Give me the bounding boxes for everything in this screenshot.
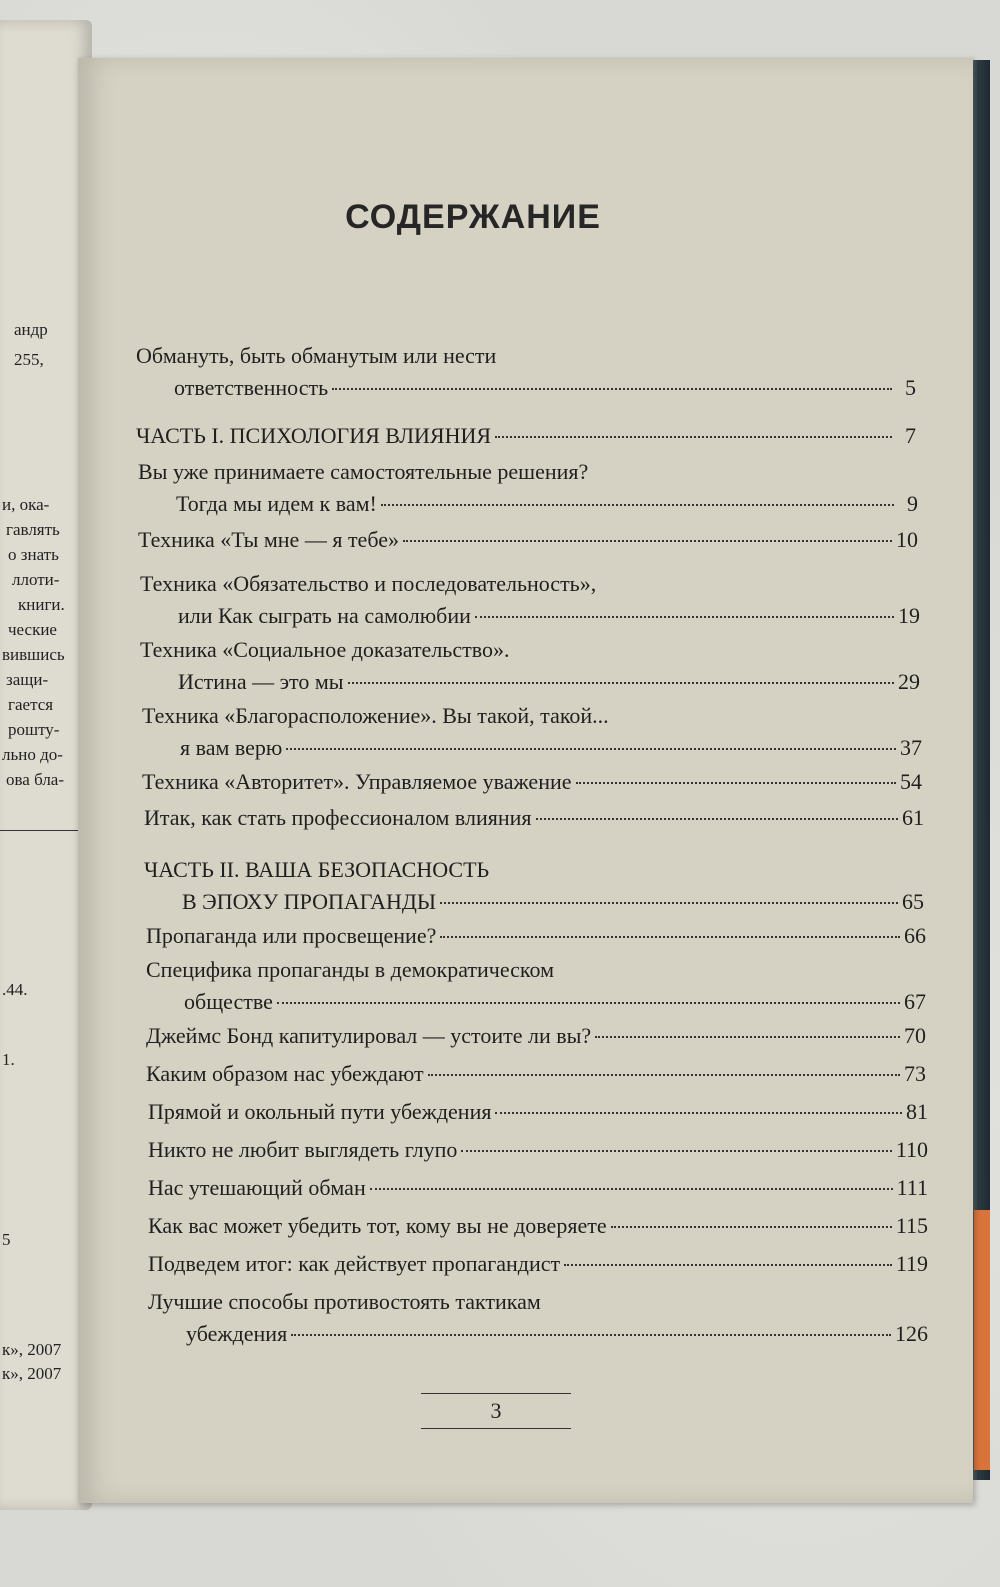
- toc-entry: [148, 1286, 928, 1350]
- toc-entry-title: Истина — это мы: [178, 669, 344, 694]
- toc-entry: [144, 802, 924, 834]
- page-title: СОДЕРЖАНИЕ: [345, 198, 601, 236]
- dot-leader: [428, 1074, 900, 1076]
- dot-leader: [370, 1188, 893, 1190]
- dot-leader: [381, 504, 894, 506]
- page-footer: [421, 1393, 571, 1429]
- toc-page-number: 66: [904, 923, 926, 948]
- toc-entry: [146, 1020, 926, 1052]
- toc-entry-title: ЧАСТЬ II. ВАША БЕЗОПАСНОСТЬ: [144, 857, 490, 882]
- left-page-text: и, ока-: [2, 495, 50, 514]
- toc-entry-title: Тогда мы идем к вам!: [176, 491, 377, 516]
- dot-leader: [291, 1334, 891, 1336]
- page-number: 3: [490, 1398, 502, 1423]
- toc-page-number: 54: [900, 769, 922, 794]
- toc-entry-title: Техника «Авторитет». Управляемое уважение: [142, 769, 572, 794]
- toc-entry-title: ответственность: [174, 375, 329, 400]
- left-page-text: 255,: [14, 350, 44, 369]
- toc-page-number: 61: [902, 805, 924, 830]
- toc-entry: [148, 1134, 928, 1166]
- toc-entry-title: Подведем итог: как действует пропагандист: [148, 1251, 561, 1276]
- toc-entry-title: Прямой и окольный пути убеждения: [148, 1099, 492, 1124]
- toc-entry-title: Специфика пропаганды в демократическом: [146, 957, 555, 982]
- left-page-text: .44.: [2, 980, 28, 999]
- dot-leader: [461, 1150, 891, 1152]
- left-page-text: о знать: [8, 545, 59, 564]
- left-page-text: книги.: [18, 595, 65, 614]
- toc-entry-title: или Как сыграть на самолюбии: [178, 603, 471, 628]
- toc-entry-title: Никто не любит выглядеть глупо: [148, 1137, 458, 1162]
- left-page-text: андр: [14, 320, 48, 339]
- dot-leader: [475, 616, 894, 618]
- toc-page-number: 9: [907, 491, 918, 516]
- toc-page-number: 19: [898, 603, 920, 628]
- toc-entry-title: Техника «Ты мне — я тебе»: [138, 527, 399, 552]
- left-page-text: ллоти-: [12, 570, 60, 589]
- toc-entry-title: ЧАСТЬ I. ПСИХОЛОГИЯ ВЛИЯНИЯ: [136, 423, 492, 448]
- toc-page-number: 70: [904, 1023, 926, 1048]
- toc-page-number: 73: [904, 1061, 926, 1086]
- dot-leader: [536, 818, 898, 820]
- left-page-text: рошту-: [8, 720, 60, 739]
- footer-rule-bottom: [421, 1428, 571, 1429]
- contents-page: [78, 58, 973, 1503]
- toc-entry-title: я вам верю: [180, 735, 283, 760]
- toc-entry: [146, 920, 926, 952]
- dot-leader: [277, 1002, 900, 1004]
- toc-entry: [142, 766, 922, 798]
- left-page-text: ова бла-: [6, 770, 65, 789]
- toc-page-number: 126: [895, 1321, 928, 1346]
- dot-leader: [611, 1226, 892, 1228]
- toc-entry: [136, 340, 916, 404]
- toc-entry-title: Как вас может убедить тот, кому вы не доверяете: [148, 1213, 607, 1238]
- left-page-text: к», 2007: [2, 1364, 62, 1383]
- toc-entry-title: Техника «Социальное доказательство».: [140, 637, 510, 662]
- left-page-text: гавлять: [6, 520, 60, 539]
- toc-entry-title: Техника «Благорасположение». Вы такой, такой...: [142, 703, 609, 728]
- dot-leader: [495, 1112, 902, 1114]
- dot-leader: [595, 1036, 900, 1038]
- left-page-text: защи-: [6, 670, 49, 689]
- dot-leader: [403, 540, 892, 542]
- toc-page-number: 10: [896, 527, 918, 552]
- toc-entry-title: Лучшие способы противостоять тактикам: [148, 1289, 541, 1314]
- toc-entry-title: Обмануть, быть обманутым или нести: [136, 343, 497, 368]
- toc-entry-title: Джеймс Бонд капитулировал — устоите ли вы?: [146, 1023, 592, 1048]
- toc-entry: [148, 1210, 928, 1242]
- left-page-text: вившись: [2, 645, 65, 664]
- toc-entry-title: В ЭПОХУ ПРОПАГАНДЫ: [182, 889, 437, 914]
- toc-page-number: 37: [900, 735, 922, 760]
- toc-page-number: 81: [906, 1099, 928, 1124]
- toc-page-number: 119: [895, 1251, 928, 1276]
- left-page-text: к», 2007: [2, 1340, 62, 1359]
- dot-leader: [440, 902, 898, 904]
- dot-leader: [286, 748, 896, 750]
- left-page-text: 5: [2, 1230, 11, 1249]
- toc-page-number: 7: [905, 423, 916, 448]
- toc-entry: [144, 854, 924, 918]
- dot-leader: [495, 436, 892, 438]
- toc-page-number: 29: [898, 669, 920, 694]
- toc-entry-title: Итак, как стать профессионалом влияния: [144, 805, 532, 830]
- toc-page-number: 65: [902, 889, 924, 914]
- toc-entry-title: Техника «Обязательство и последовательность»,: [140, 571, 597, 596]
- toc-page-number: 111: [896, 1175, 928, 1200]
- left-page-text: гается: [8, 695, 54, 714]
- dot-leader: [440, 936, 900, 938]
- toc-entry: [140, 634, 920, 698]
- toc-entry-title: Вы уже принимаете самостоятельные решения?: [138, 459, 589, 484]
- dot-leader: [576, 782, 896, 784]
- toc-page-number: 67: [904, 989, 926, 1014]
- toc-entry-title: убеждения: [186, 1321, 288, 1346]
- dot-leader: [332, 388, 892, 390]
- toc-entry-title: Каким образом нас убеждают: [146, 1061, 424, 1086]
- toc-entry: [140, 568, 920, 632]
- toc-entry: [146, 954, 926, 1018]
- toc-page-number: 110: [895, 1137, 928, 1162]
- left-page-text: ческие: [8, 620, 57, 639]
- dot-leader: [564, 1264, 892, 1266]
- toc-entry: [146, 1058, 926, 1090]
- toc-entry: [136, 420, 916, 452]
- toc-page-number: 115: [895, 1213, 928, 1238]
- left-page-text: 1.: [2, 1050, 15, 1069]
- toc-entry: [142, 700, 922, 764]
- toc-entry: [148, 1172, 928, 1204]
- dot-leader: [348, 682, 894, 684]
- cover-accent: [974, 1210, 990, 1470]
- toc-entry: [138, 524, 918, 556]
- toc-entry: [138, 456, 918, 520]
- left-page-rule: [0, 830, 78, 831]
- toc-entry-title: Нас утешающий обман: [148, 1175, 366, 1200]
- toc-page-number: 5: [905, 375, 916, 400]
- toc-entry: [148, 1096, 928, 1128]
- toc-entry: [148, 1248, 928, 1280]
- left-page-text: льно до-: [2, 745, 63, 764]
- toc-entry-title: Пропаганда или просвещение?: [146, 923, 437, 948]
- toc-entry-title: обществе: [184, 989, 273, 1014]
